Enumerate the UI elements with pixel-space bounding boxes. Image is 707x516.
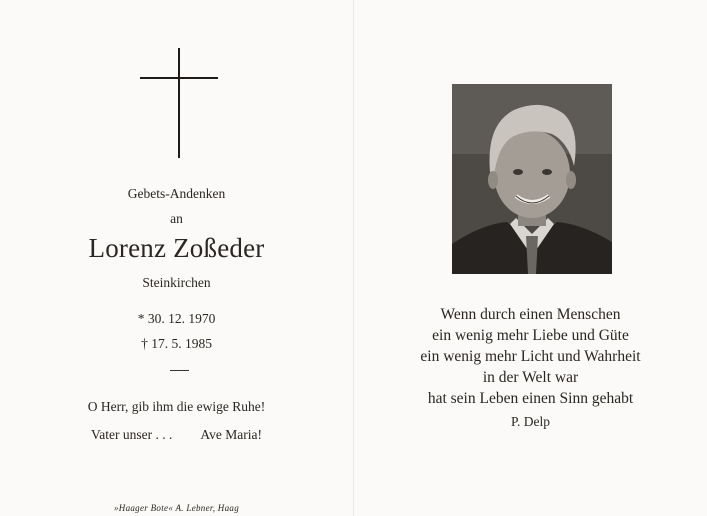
poem-line-5: hat sein Leben einen Sinn gehabt xyxy=(427,390,634,407)
prayer-ave-maria: Ave Maria! xyxy=(200,427,262,442)
prayer-line: O Herr, gib ihm die ewige Ruhe! xyxy=(87,399,266,414)
prayer-vater-unser: Vater unser . . . xyxy=(91,427,173,442)
right-panel xyxy=(354,0,707,516)
prayer-row xyxy=(0,427,353,443)
poem-line-3: ein wenig mehr Licht und Wahrheit xyxy=(420,348,641,365)
poem-line-1: Wenn durch einen Menschen xyxy=(440,306,621,323)
poem-line-4: in der Welt war xyxy=(482,369,579,386)
hometown: Steinkirchen xyxy=(142,275,211,290)
death-date: † 17. 5. 1985 xyxy=(141,336,212,351)
poem-line-2: ein wenig mehr Liebe und Güte xyxy=(432,327,629,344)
portrait-photo xyxy=(452,84,612,274)
divider xyxy=(170,370,189,371)
printer-credit: »Haager Bote« A. Lebner, Haag xyxy=(113,503,240,513)
birth-date: * 30. 12. 1970 xyxy=(137,311,216,326)
cross-icon xyxy=(140,48,218,158)
memorial-heading: Gebets-Andenken xyxy=(127,186,226,201)
deceased-name: Lorenz Zoßeder xyxy=(88,233,265,263)
left-panel xyxy=(0,0,353,516)
preposition: an xyxy=(170,211,183,226)
poem-author: P. Delp xyxy=(510,414,550,429)
